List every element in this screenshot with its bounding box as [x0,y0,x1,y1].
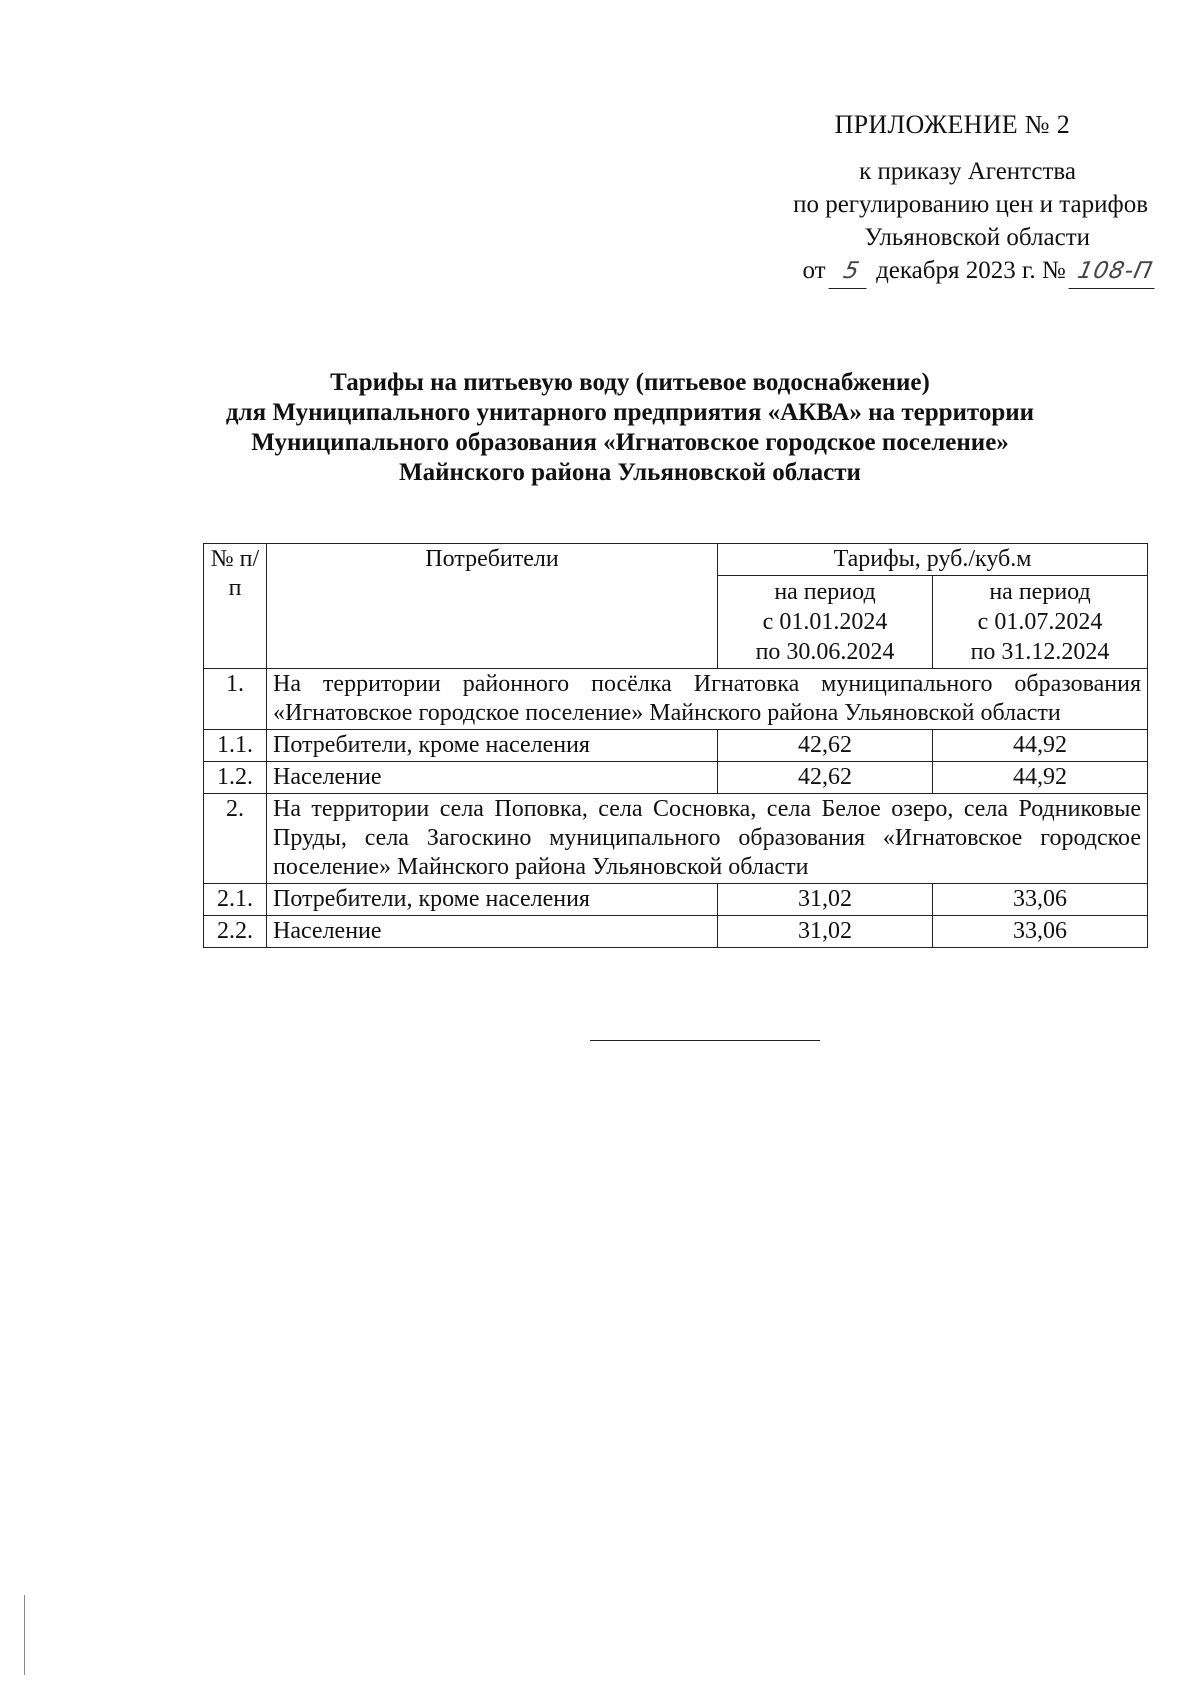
document-title [190,368,1070,488]
header-consumers: Потребители [267,544,718,669]
section-num: 2. [204,794,267,884]
section-num: 1. [204,669,267,730]
row-tariff-period-1: 42,62 [718,762,933,794]
header-period-1 [718,576,933,669]
section-row [204,669,1148,730]
row-consumer: Потребители, кроме населения [267,884,718,916]
section-title: На территории села Поповка, села Сосновка, села Белое озеро, села Родниковые Пруды, села Загоскино муниципального образования «Игнатовское городское поселение» Майнского района Ульяновской области [267,794,1148,884]
period-2-line-2: с 01.07.2024 [977,609,1103,635]
header-tariffs: Тарифы, руб./куб.м [718,544,1148,576]
header-num: № п/п [204,544,267,669]
appendix-header [700,108,1170,289]
handwritten-order-number: 108-П [1068,255,1161,289]
period-1-line-2: с 01.01.2024 [762,609,888,635]
row-tariff-period-2: 44,92 [933,730,1148,762]
row-tariff-period-2: 33,06 [933,916,1148,948]
row-num: 1.1. [204,730,267,762]
period-1-line-1: на период [774,579,876,605]
scan-margin-line [24,1595,25,1675]
appendix-date-line [700,254,1158,289]
period-1-line-3: по 30.06.2024 [755,639,895,665]
period-2-line-3: по 31.12.2024 [970,639,1110,665]
header-period-2 [933,576,1148,669]
row-consumer: Население [267,762,718,794]
end-of-document-rule [590,1040,820,1041]
handwritten-date-day: 5 [828,255,873,289]
title-line-4: Майнского района Ульяновской области [399,459,861,486]
row-consumer: Население [267,916,718,948]
section-row [204,794,1148,884]
date-prefix: от [802,257,826,284]
row-num: 2.1. [204,884,267,916]
row-tariff-period-2: 44,92 [933,762,1148,794]
row-num: 1.2. [204,762,267,794]
row-tariff-period-1: 42,62 [718,730,933,762]
table-row [204,884,1148,916]
row-tariff-period-2: 33,06 [933,884,1148,916]
section-title: На территории районного посёлка Игнатовка муниципального образования «Игнатовское городское поселение» Майнского района Ульяновской области [267,669,1148,730]
table-row [204,916,1148,948]
date-middle: декабря 2023 г. № [876,257,1066,284]
row-consumer: Потребители, кроме населения [267,730,718,762]
appendix-title: ПРИЛОЖЕНИЕ № 2 [834,110,1070,139]
row-tariff-period-1: 31,02 [718,884,933,916]
row-num: 2.2. [204,916,267,948]
period-2-line-1: на период [989,579,1091,605]
row-tariff-period-1: 31,02 [718,916,933,948]
table-header-row [204,544,1148,576]
title-line-2: для Муниципального унитарного предприятия «АКВА» на территории [225,399,1035,426]
appendix-line-region: Ульяновской области [864,224,1090,251]
table-row [204,730,1148,762]
table-row [204,762,1148,794]
title-line-1: Тарифы на питьевую воду (питьевое водоснабжение) [330,369,930,396]
tariff-table [203,543,1148,948]
appendix-line-agency: по регулированию цен и тарифов [793,191,1148,218]
appendix-line-order: к приказу Агентства [859,158,1076,185]
title-line-3: Муниципального образования «Игнатовское городское поселение» [251,429,1009,456]
